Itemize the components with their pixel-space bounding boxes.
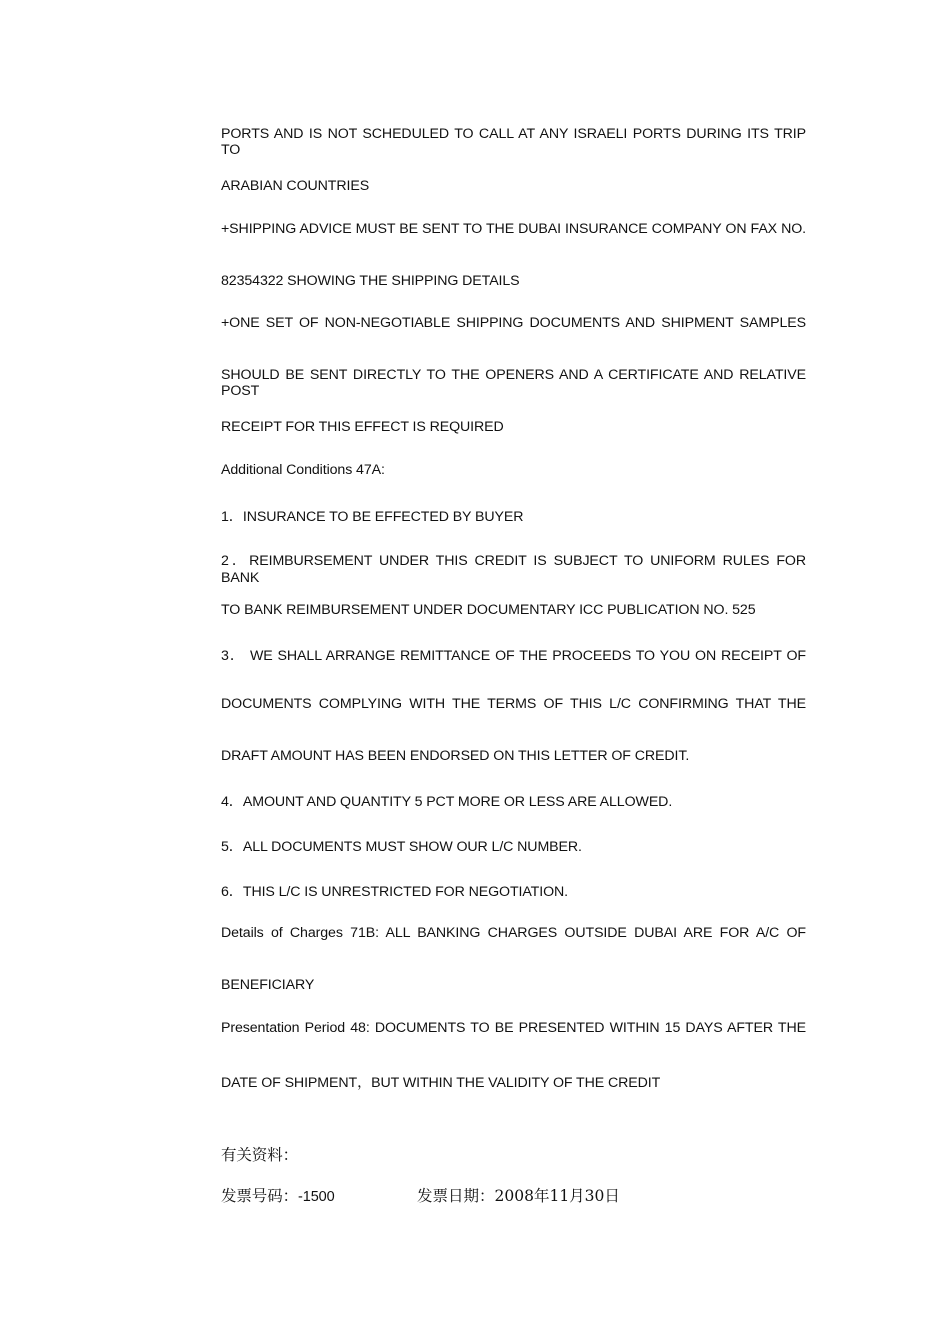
text-line: DRAFT AMOUNT HAS BEEN ENDORSED ON THIS LETTER OF CREDIT. [221,748,690,764]
text-line: +ONE SET OF NON-NEGOTIABLE SHIPPING DOCUMENTS AND SHIPMENT SAMPLES [221,315,806,331]
text-line: Presentation Period 48: DOCUMENTS TO BE PRESENTED WITHIN 15 DAYS AFTER THE [221,1020,806,1036]
text-line: 5．ALL DOCUMENTS MUST SHOW OUR L/C NUMBER. [221,839,582,855]
invoice-date-label: 发票日期： [417,1187,495,1205]
text-line: 4．AMOUNT AND QUANTITY 5 PCT MORE OR LESS ARE ALLOWED. [221,794,673,810]
invoice-date [417,1184,620,1206]
text-line: RECEIPT FOR THIS EFFECT IS REQUIRED [221,419,504,435]
text-line: DATE OF SHIPMENT，BUT WITHIN THE VALIDITY OF THE CREDIT [221,1075,661,1091]
text-line: +SHIPPING ADVICE MUST BE SENT TO THE DUBAI INSURANCE COMPANY ON FAX NO. [221,221,806,237]
text-line: 2．REIMBURSEMENT UNDER THIS CREDIT IS SUBJECT TO UNIFORM RULES FOR BANK [221,553,806,586]
invoice-number-value: -1500 [298,1189,335,1205]
text-line: 1．INSURANCE TO BE EFFECTED BY BUYER [221,509,524,525]
text-line: BENEFICIARY [221,977,315,993]
text-line: TO BANK REIMBURSEMENT UNDER DOCUMENTARY ICC PUBLICATION NO. 525 [221,602,756,618]
invoice-number [221,1184,335,1206]
text-line: SHOULD BE SENT DIRECTLY TO THE OPENERS AND A CERTIFICATE AND RELATIVE POST [221,367,806,399]
text-line: 6．THIS L/C IS UNRESTRICTED FOR NEGOTIATION. [221,884,568,900]
text-line: 82354322 SHOWING THE SHIPPING DETAILS [221,273,520,289]
text-line: PORTS AND IS NOT SCHEDULED TO CALL AT ANY ISRAELI PORTS DURING ITS TRIP TO [221,126,806,158]
invoice-number-label: 发票号码： [221,1187,299,1205]
text-line: DOCUMENTS COMPLYING WITH THE TERMS OF THIS L/C CONFIRMING THAT THE [221,696,806,712]
related-info-heading: 有关资料： [221,1146,299,1164]
text-line: ARABIAN COUNTRIES [221,178,370,194]
text-line: 3． WE SHALL ARRANGE REMITTANCE OF THE PROCEEDS TO YOU ON RECEIPT OF [221,648,806,664]
invoice-date-value: 2008年11月30日 [494,1187,620,1205]
text-line: Additional Conditions 47A: [221,462,385,478]
text-line: Details of Charges 71B: ALL BANKING CHARGES OUTSIDE DUBAI ARE FOR A/C OF [221,925,806,941]
